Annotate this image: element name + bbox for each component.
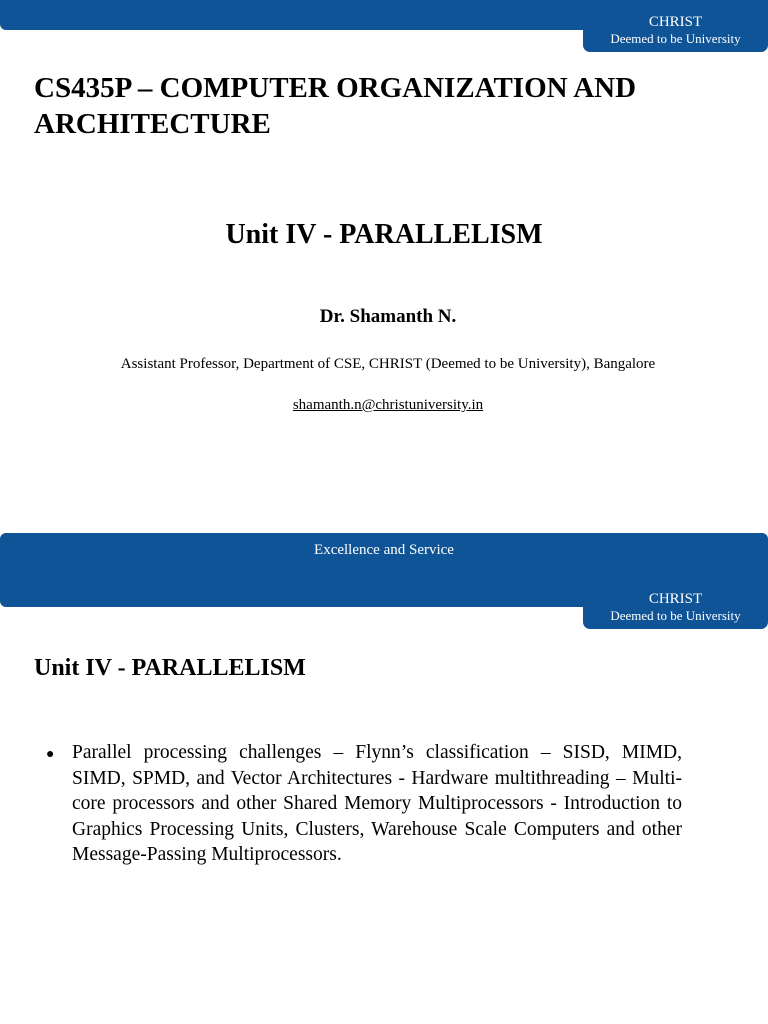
bullet-dot: ● <box>46 747 55 762</box>
author-name: Dr. Shamanth N. <box>319 306 457 327</box>
university-badge <box>583 8 768 52</box>
university-subtitle: Deemed to be University <box>610 608 741 623</box>
university-badge-slide2 <box>583 585 768 629</box>
university-name: CHRIST <box>648 591 703 607</box>
tagline: Excellence and Service <box>314 542 454 558</box>
author-affiliation: Assistant Professor, Department of CSE, CHRIST (Deemed to be University), Bangalore <box>120 356 656 372</box>
syllabus-bullet: Parallel processing challenges – Flynn’s classification – SISD, MIMD, SIMD, SPMD, and Vector Architectures - Hardware multithreading – Multi-core processors and other Shared Memory Multiprocessors - Introduction to Graphics Processing Units, Clusters, Warehouse Scale Computers and other Message-Passing Multiprocessors. <box>72 742 682 865</box>
university-subtitle: Deemed to be University <box>610 31 741 46</box>
email-link[interactable]: shamanth.n@christuniversity.in <box>292 397 484 413</box>
unit-title: Unit IV - PARALLELISM <box>225 219 543 250</box>
slide2-title: Unit IV - PARALLELISM <box>34 655 306 681</box>
author-email <box>0 397 768 414</box>
university-name: CHRIST <box>648 14 703 30</box>
course-title: CS435P – COMPUTER ORGANIZATION AND ARCHITECTURE <box>34 72 637 140</box>
